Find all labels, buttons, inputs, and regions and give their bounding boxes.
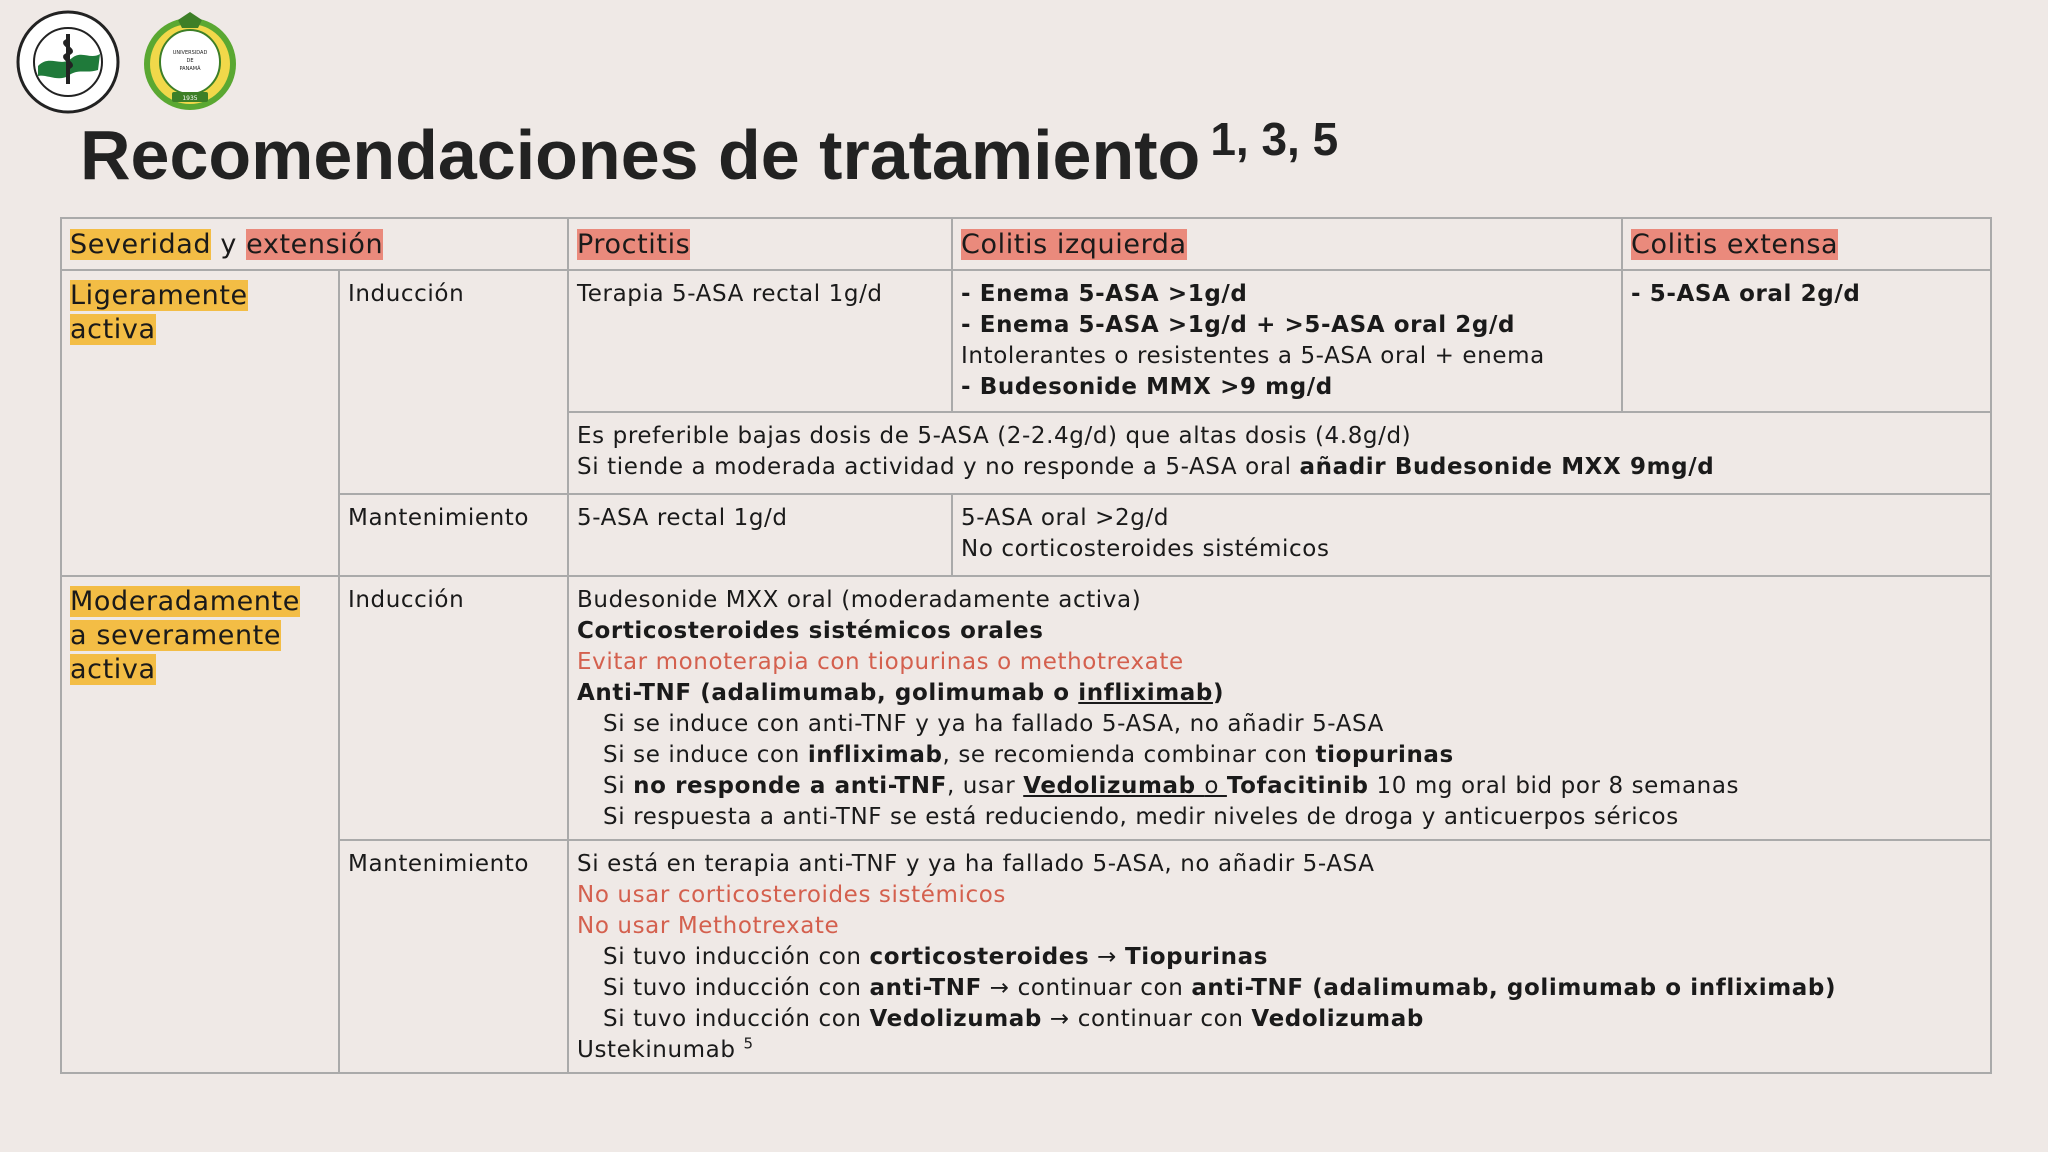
header-proctitis-cell: [568, 218, 952, 270]
text: Si: [603, 773, 634, 799]
text-bold: Tiopurinas: [1124, 944, 1268, 970]
text-bold: infliximab: [807, 742, 943, 768]
header-colitis-extensa: Colitis extensa: [1631, 229, 1839, 260]
moderada-induccion: [568, 576, 1991, 840]
phase-mantenimiento: Mantenimiento: [339, 840, 568, 1073]
colitis-extensa-induccion: [1622, 270, 1991, 412]
text: Si tuvo inducción con: [603, 944, 870, 970]
treatment-line: 5-ASA oral >2g/d: [961, 505, 1170, 531]
svg-text:PANAMÁ: PANAMÁ: [179, 66, 201, 72]
text: o: [1204, 773, 1227, 799]
warning-line: No usar corticosteroides sistémicos: [577, 882, 1006, 908]
text: , se recomienda combinar con: [942, 742, 1316, 768]
severity-moderada-severa: [61, 576, 339, 1073]
treatment-subline: Si respuesta a anti-TNF se está reduciendo, medir niveles de droga y anticuerpos séricos: [603, 804, 1679, 830]
note-line: [577, 452, 1982, 483]
proctitis-induccion: Terapia 5-ASA rectal 1g/d: [568, 270, 952, 412]
svg-text:UNIVERSIDAD: UNIVERSIDAD: [172, 50, 208, 56]
treatment-line: Si está en terapia anti-TNF y ya ha fallado 5-ASA, no añadir 5-ASA: [577, 851, 1375, 877]
text: ): [1212, 680, 1225, 706]
treatment-subline: [577, 973, 1982, 1004]
crest-year: 1935: [182, 95, 198, 102]
note-bold: añadir Budesonide MXX 9mg/d: [1299, 454, 1715, 480]
treatment-line: - Enema 5-ASA >1g/d: [961, 281, 1248, 307]
text: 10 mg oral bid por 8 semanas: [1368, 773, 1740, 799]
severity-ligeramente-activa: [61, 270, 339, 576]
induccion-note: [568, 412, 1991, 494]
table-row: [61, 576, 1991, 840]
treatment-line: Corticosteroides sistémicos orales: [577, 618, 1044, 644]
infliximab-link: infliximab: [1078, 680, 1213, 706]
text: Si tuvo inducción con: [603, 1006, 870, 1032]
page-title-text: Recomendaciones de tratamiento: [80, 116, 1201, 194]
table-header-row: [61, 218, 1991, 270]
severity-label-line: activa: [70, 654, 156, 685]
severity-label-line: activa: [70, 314, 156, 345]
header-severidad-extension: [61, 218, 568, 270]
treatment-line: - Budesonide MMX >9 mg/d: [961, 374, 1333, 400]
moderada-mantenimiento: [568, 840, 1991, 1073]
text: →: [1089, 944, 1125, 970]
text: Si se induce con: [603, 742, 808, 768]
text: Anti-TNF (adalimumab, golimumab o: [577, 680, 1079, 706]
severity-label-line: a severamente: [70, 620, 282, 651]
treatment-subline: [577, 1004, 1982, 1035]
treatment-line: No corticosteroides sistémicos: [961, 536, 1330, 562]
treatment-line: Budesonide MXX oral (moderadamente activa): [577, 587, 1142, 613]
warning-line: Evitar monoterapia con tiopurinas o methotrexate: [577, 649, 1184, 675]
header-colitis-izquierda-cell: [952, 218, 1622, 270]
note-line: Es preferible bajas dosis de 5-ASA (2-2.4g/d) que altas dosis (4.8g/d): [577, 423, 1412, 449]
header-severidad: Severidad: [70, 229, 212, 260]
text: , usar: [946, 773, 1024, 799]
text-bold: tiopurinas: [1315, 742, 1454, 768]
treatment-subline: Si se induce con anti-TNF y ya ha fallado 5-ASA, no añadir 5-ASA: [603, 711, 1384, 737]
header-proctitis: Proctitis: [577, 229, 691, 260]
text-bold: corticosteroides: [869, 944, 1090, 970]
facultad-de-medicina-seal-icon: [16, 10, 120, 114]
text-bold: Vedolizumab: [1251, 1006, 1424, 1032]
text: → continuar con: [1042, 1006, 1252, 1032]
note-text: Si tiende a moderada actividad y no responde a 5-ASA oral: [577, 454, 1300, 480]
treatment-subline: [577, 771, 1982, 802]
header-colitis-izquierda: Colitis izquierda: [961, 229, 1187, 260]
universidad-de-panama-crest-icon: [138, 10, 242, 114]
warning-line: No usar Methotrexate: [577, 913, 840, 939]
phase-induccion: Inducción: [339, 576, 568, 840]
treatment-line: - 5-ASA oral 2g/d: [1631, 281, 1861, 307]
text: → continuar con: [981, 975, 1192, 1001]
title-references: 1, 3, 5: [1210, 113, 1339, 165]
treatment-line: - Enema 5-ASA >1g/d + >5-ASA oral 2g/d: [961, 312, 1516, 338]
header-extension: extensión: [246, 229, 384, 260]
table-row: [61, 270, 1991, 412]
treatment-subline: [577, 740, 1982, 771]
phase-induccion: Inducción: [339, 270, 568, 494]
text: Ustekinumab: [577, 1037, 736, 1063]
treatment-subline: [577, 942, 1982, 973]
header-colitis-extensa-cell: [1622, 218, 1991, 270]
severity-label-line: Ligeramente: [70, 280, 248, 311]
colitis-izquierda-induccion: [952, 270, 1622, 412]
treatment-table: [60, 217, 1992, 1074]
table-row: [61, 840, 1991, 1073]
vedolizumab-link: Vedolizumab: [1023, 773, 1205, 799]
logos: [16, 10, 242, 114]
text-bold: anti-TNF (adalimumab, golimumab o infliximab): [1191, 975, 1837, 1001]
text-bold: anti-TNF: [869, 975, 982, 1001]
svg-text:DE: DE: [186, 58, 194, 64]
proctitis-mantenimiento: 5-ASA rectal 1g/d: [568, 494, 952, 576]
text: Si tuvo inducción con: [603, 975, 870, 1001]
page-title: [80, 110, 1338, 208]
reference-superscript: 5: [743, 1034, 754, 1053]
treatment-line: [577, 1035, 1982, 1066]
severity-label-line: Moderadamente: [70, 586, 300, 617]
treatment-line: Intolerantes o resistentes a 5-ASA oral + enema: [961, 343, 1545, 369]
table-row: [61, 494, 1991, 576]
header-y: y: [220, 229, 237, 260]
treatment-line: [577, 678, 1982, 709]
phase-mantenimiento: Mantenimiento: [339, 494, 568, 576]
colitis-mantenimiento: [952, 494, 1991, 576]
text-bold: Vedolizumab: [869, 1006, 1042, 1032]
text-bold: Tofacitinib: [1226, 773, 1369, 799]
text-bold: no responde a anti-TNF: [633, 773, 947, 799]
